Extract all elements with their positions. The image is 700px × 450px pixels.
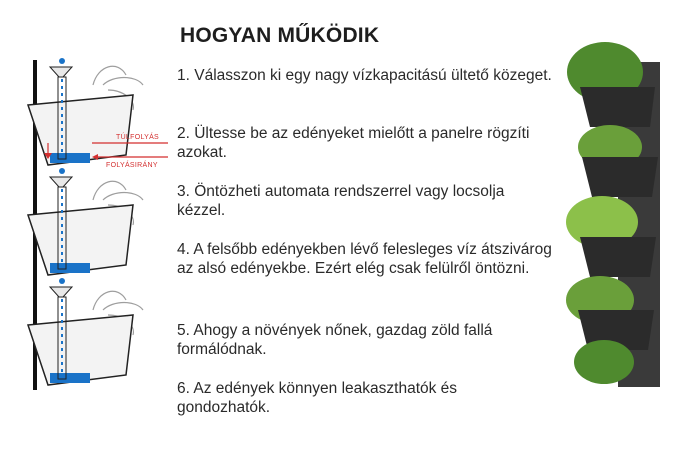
funnel xyxy=(50,177,72,187)
step-item: 4. A felsőbb edényekben lévő felesleges víz átszivárog az alsó edényekbe. Ezért elég csak felülről öntözni. xyxy=(177,241,552,277)
pot-1 xyxy=(28,58,143,165)
planter-pot xyxy=(580,87,655,127)
water-reservoir xyxy=(50,263,90,273)
water-reservoir xyxy=(50,153,90,163)
step-item: 5. Ahogy a növények nőnek, gazdag zöld fallá formálódnak. xyxy=(177,322,493,358)
page-title: HOGYAN MŰKÖDIK xyxy=(180,24,380,47)
step-item: 1. Válasszon ki egy nagy vízkapacitású ültető közeget. xyxy=(177,67,552,84)
pot-2 xyxy=(28,168,143,275)
planter-pot xyxy=(580,237,656,277)
step-item: 6. Az edények könnyen leakaszthatók és gondozhatók. xyxy=(177,380,458,416)
foliage xyxy=(574,340,634,384)
vertical-garden-photo xyxy=(560,32,682,394)
funnel xyxy=(50,67,72,77)
planter-5 xyxy=(574,340,634,384)
flow-direction-label: FOLYÁSIRÁNY xyxy=(106,162,158,169)
water-drop xyxy=(59,278,65,284)
water-drop xyxy=(59,58,65,64)
pot-3 xyxy=(28,278,143,385)
overflow-label: TÚLFOLYÁS xyxy=(116,134,160,141)
step-item: 2. Ültesse be az edényeket mielőtt a panelre rögzíti azokat. xyxy=(177,125,530,161)
step-item: 3. Öntözheti automata rendszerrel vagy locsolja kézzel. xyxy=(177,183,505,219)
watering-diagram xyxy=(8,45,173,405)
planter-pot xyxy=(582,157,658,197)
water-reservoir xyxy=(50,373,90,383)
funnel xyxy=(50,287,72,297)
steps-list xyxy=(177,66,552,437)
water-drop xyxy=(59,168,65,174)
